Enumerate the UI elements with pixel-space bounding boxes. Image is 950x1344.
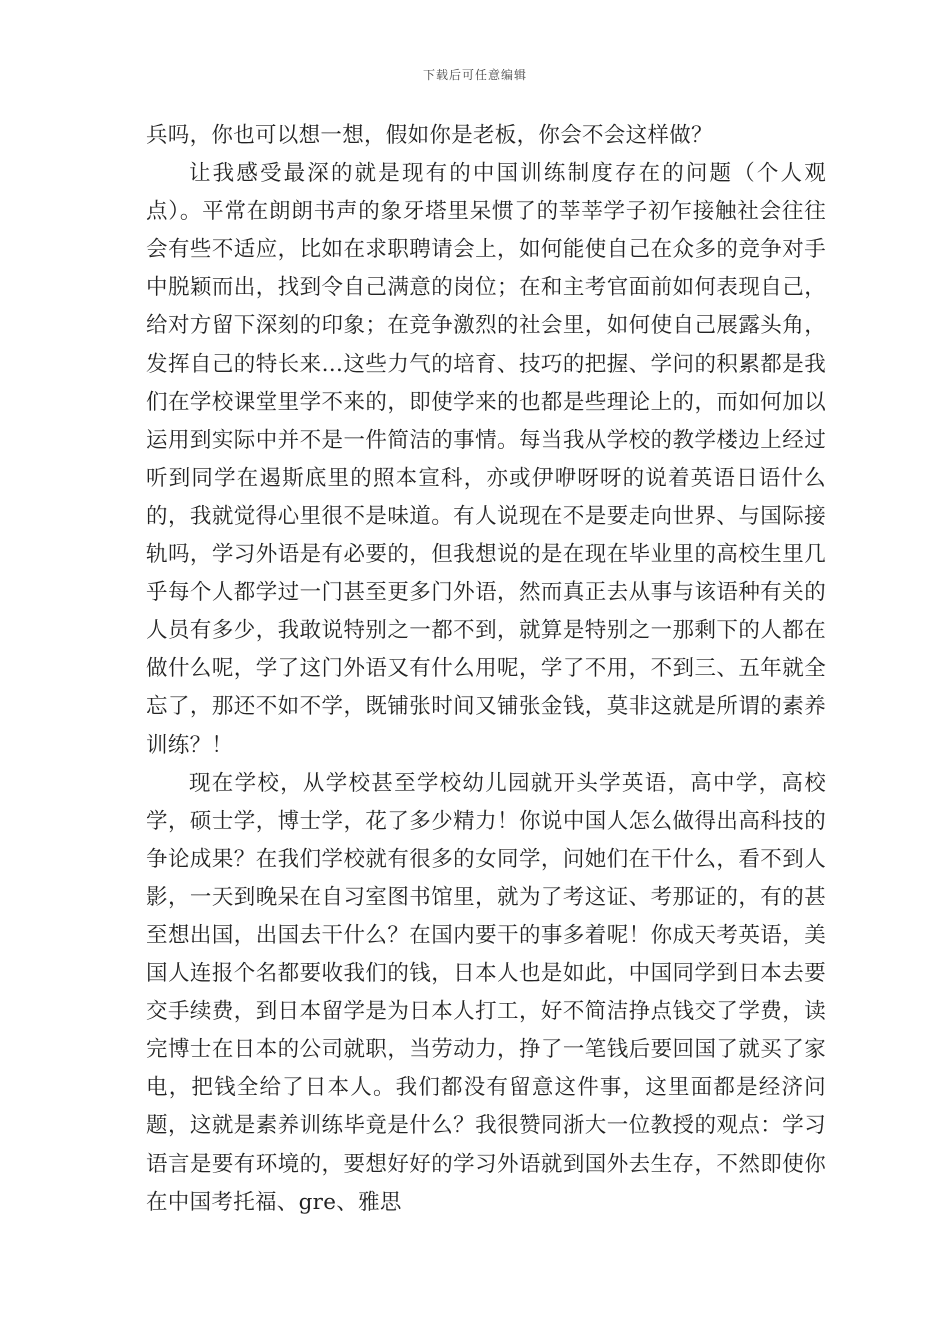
paragraph-1: 兵吗，你也可以想一想，假如你是老板，你会不会这样做？ <box>146 123 713 148</box>
document-body <box>146 117 826 1222</box>
paragraph-2: 让我感受最深的就是现有的中国训练制度存在的问题（个人观点）。平常在朗朗书声的象牙塔里呆惯了的莘莘学子初乍接触社会往往会有些不适应，比如在求职聘请会上，如何能使自己在众多的竞争对手中脱颖而出，找到令自己满意的岗位；在和主考官面前如何表现自己，给对方留下深刻的印象；在竞争激烈的社会里，如何使自己展露头角，发挥自己的特长来…这些力气的培育、技巧的把握、学问的积累都是我们在学校课堂里学不来的，即使学来的也都是些理论上的，而如何加以运用到实际中并不是一件简洁的事情。每当我从学校的教学楼边上经过听到同学在遏斯底里的照本宣科，亦或伊咿呀呀的说着英语日语什么的，我就觉得心里很不是味道。有人说现在不是要走向世界、与国际接轨吗，学习外语是有必要的，但我想说的是在现在毕业里的高校生里几乎每个人都学过一门甚至更多门外语，然而真正去从事与该语种有关的人员有多少，我敢说特别之一都不到，就算是特别之一那剩下的人都在做什么呢，学了这门外语又有什么用呢，学了不用，不到三、五年就全忘了，那还不如不学，既铺张时间又铺张金钱，莫非这就是所谓的素养训练？！ <box>146 161 826 758</box>
page-header: 下载后可任意编辑 <box>422 68 527 82</box>
paragraph-3: 现在学校，从学校甚至学校幼儿园就开头学英语，高中学，高校学，硕士学，博士学，花了多少精力！你说中国人怎么做得出高科技的争论成果？在我们学校就有很多的女同学，问她们在干什么，看不到人影，一天到晚呆在自习室图书馆里，就为了考这证、考那证的，有的甚至想出国，出国去干什么？在国内要干的事多着呢！你成天考英语，美国人连报个名都要收我们的钱，日本人也是如此，中国同学到日本去要交手续费，到日本留学是为日本人打工，好不简洁挣点钱交了学费，读完博士在日本的公司就职，当劳动力，挣了一笔钱后要回国了就买了家电，把钱全给了日本人。我们都没有留意这件事，这里面都是经济问题，这就是素养训练毕竟是什么？我很赞同浙大一位教授的观点：学习语言是要有环境的，要想好好的学习外语就到国外去生存，不然即使你在中国考托福、gre、雅思 <box>146 770 826 1215</box>
